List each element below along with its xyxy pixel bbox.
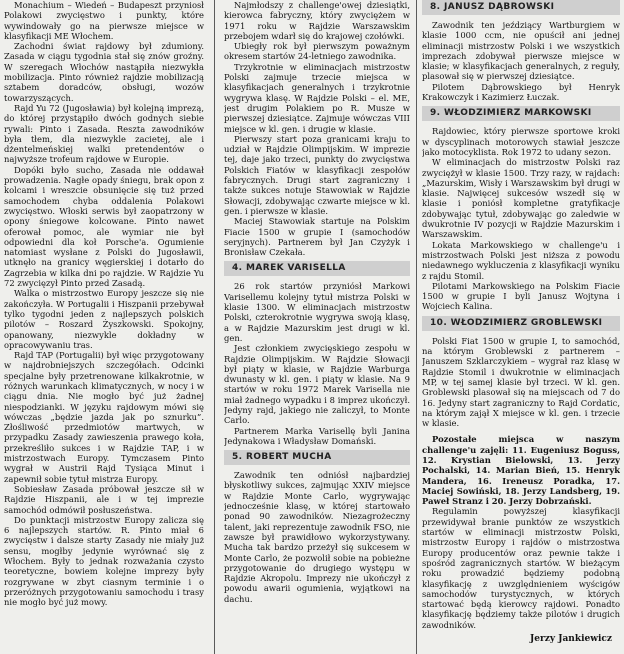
article-paragraph: Polski Fiat 1500 w grupie I, to samochód, na którym Groblewski z partnerem – Januszem Szklarczykiem – wygrał raz klasę w Rajdzie Stomil i dwukrotnie w eliminacjach MP, w tej samej klasie był trzeci. W kl. gen. Groblewski plasował się na miejscach od 7 do 16. Jedyny start zagraniczny to Rajd Cordatic, na którym zajął X miejsce w kl. gen. i trzecie w klasie.	[422, 335, 620, 429]
article-paragraph: Lokata Markowskiego w challenge'u i mistrzostwach Polski jest niższa z powodu niedawnego wykluczenia z klasyfikacji wyniku z rajdu Stomil.	[422, 239, 620, 281]
column-rule	[416, 0, 417, 654]
article-paragraph: Partnerem Marka Varisellę byli Janina Jedynakowa i Władysław Domański.	[224, 425, 410, 446]
section-header: 10. WŁODZIMIERZ GROBLEWSKI	[422, 316, 620, 331]
article-paragraph: Pierwszy start poza granicami kraju to udział w Rajdzie Olimpijskim. W imprezie tej, daje jako trzeci, punkty do zwycięstwa Polskich Fiatów w klasyfikacji zespołów fabrycznych. Drugi start zagraniczny i także sukces notuje Stawowiak w Rajdzie Słowacji, zdobywając czwarte miejsce w kl. gen. i pierwsze w klasie.	[224, 133, 410, 216]
article-paragraph: Walka o mistrzostwo Europy jeszcze się nie zakończyła. W Portugalii i Hiszpanii przebywał tylko tygodni jeden z najlepszych polskich pilotów – Roszard Żyszkowski. Spokojny, opanowany, niezwykle dokładny w opracowywaniu tras.	[4, 288, 204, 350]
article-paragraph: Monachium – Wiedeń – Budapeszt przyniosł Polakowi zwycięstwo i punkty, które wywindowały go na pierwsze miejsce w klasyfikacji ME Włochem.	[4, 0, 204, 41]
article-paragraph: Trzykrotnie w eliminacjach mistrzostw Polski zajmuje trzecie miejsca w klasyfikacjach generalnych i trzykrotnie wygrywa klasę. W Rajdzie Polski – el. ME, jest drugim Polakiem po R. Musze w pierwszej dziesiątce. Zajmuje wówczas VIII miejsce w kl. gen. i drugie w klasie.	[224, 61, 410, 134]
article-paragraph: Pilotami Markowskiego na Polskim Fiacie 1500 w grupie I byli Janusz Wojtyna i Wojciech Kalina.	[422, 280, 620, 312]
article-paragraph: Dopóki było sucho, Zasada nie oddawał prowadzenia. Nagłe opady śniegu, brak opon z kolcami i wreszcie obsunięcie się tuż przed samochodem chyba oddalenia Polakowi zwycięstwo. Włoski serwis był zaopatrzony w opony śniegowe kolcowane. Pinto nawet oferował pomoc, ale wymiar nie był odpowiedni dla koł Porsche'a. Ogumienie natomiast wysłane z Polski do Jugosławii, utknęło na granicy węgierskiej i dotarło do Zagrzebia w kilka dni po rajdzie. W Rajdzie Yu 72 zwycięzył Pinto przed Zasadą.	[4, 164, 204, 289]
section-header: 9. WŁODZIMIERZ MARKOWSKI	[422, 106, 620, 121]
column-right	[422, 0, 620, 654]
section-header: 4. MAREK VARISELLA	[224, 261, 410, 276]
article-paragraph: W eliminacjach do mistrzostw Polski raz zwyciężył w klasie 1500. Trzy razy, w rajdach: „Mazurskim, Wisły i Warszawskim był drugi w klasie. Najwięcej sukcesów wszedł się w klasie i poniósł kompletne gratyfikacje zdobywając tytuł, zdobywając go zaledwie w dwukrotnie IV pozycji w Rajdzie Mazurskim i Warszawskim.	[422, 157, 620, 240]
author-signature: Jerzy Jankiewicz	[530, 634, 612, 645]
column-left	[4, 0, 204, 654]
article-paragraph: Sobiesław Zasada próbował jeszcze sił w Rajdzie Hiszpanii, ale i w tej imprezie samochód odmówił posłuszeństwa.	[4, 483, 204, 515]
section-header: 8. JANUSZ DĄBROWSKI	[422, 0, 620, 15]
section-header: 5. ROBERT MUCHA	[224, 450, 410, 465]
article-paragraph: Zawodnik ten odniósł najbardziej błyskotliwy sukces, zajmując XXIV miejsce w Rajdzie Monte Carlo, wygrywając jednocześnie klasę, w której startowało ponad 90 zawodników. Niezagrożeczny talent, jaki reprezentuje zawodnik FSO, nie zawsze był prawidłowo wykorzystywany. Mucha tak bardzo przeżył się sukcesem w Monte Carlo, że pozwolił sobie na pobieżne przygotowanie do drugiego występu w Rajdzie Akropolu. Imprezy nie ukończył z powodu awarii ogumienia, wyjątkowi na dachu.	[224, 470, 410, 604]
article-paragraph: Rajd Yu 72 (Jugosławia) był kolejną imprezą, do której przystąpiło dwóch godnych siebie rywali: Pinto i Zasada. Reszta zawodników była tłem, dla niezwykle zacietej, ale i dżentelmeńskiej walki pretendentów o najwyższe trofeum rajdowe w Europie.	[4, 102, 204, 165]
article-paragraph: Zachodni świat rajdowy był zdumiony. Zasada w ciągu tygodnia stał się znów groźny. W szeregach Włochów nastąpiła niezwykła mobilizacja. Pinto również rajdzie mobilizacją sztabem doradców, obsługi, wozów towarzyszących.	[4, 41, 204, 103]
article-paragraph: Pilotem Dąbrowskiego był Henryk Krakowczyk i Kazimierz Łuczak.	[422, 81, 620, 103]
article-paragraph: Maciej Stawowiak startuje na Polskim Fiacie 1500 w grupie I (samochodów seryjnych). Partnerem był Jan Czyżyk i Bronisław Czekała.	[224, 216, 410, 258]
article-paragraph: Rajdowiec, który pierwsze sportowe kroki w dyscyplinach motorowych stawiał jeszcze jako motocyklista. Rok 1972 to udany sezon.	[422, 126, 620, 157]
article-paragraph: Jest członkiem zwycięskiego zespołu w Rajdzie Olimpijskim. W Rajdzie Słowacji był piąty w klasie, w Rajdzie Warburga dwunasty w kl. gen. i piąty w klasie. Na 9 startów w roku 1972 Marek Varisella nie miał żadnego wypadku i 8 imprez ukończył. Jedyny rajd, jakiego nie zaliczył, to Monte Carlo.	[224, 343, 410, 426]
article-paragraph: Rajd TAP (Portugalii) był więc przygotowany w najdrobniejszych szczegółach. Odcinki specjalne były przetrenowane kilkakrotnie, w różnych warunkach klimatycznych, w nocy i w ciągu dnia. Nie mogło być już żadnej niespodzianki. W języku rajdowym mówi się wówczas „będzie jazda jak po sznurku”. Złośliwość przedmiotów martwych, w przypadku Zasady zawieszenia prawego koła, przekreśliło sukces i w Rajdzie TAP, i w mistrzostwach Europy. Tymczasem Pinto wygrał w Austrii Rajd Tysiąca Minut i zapewnił sobie tytuł mistrza Europy.	[4, 350, 204, 484]
article-paragraph: Do punktacji mistrzostw Europy zalicza się 6 najlepszych startów. R. Pinto miał 6 zwycięstw i dalsze starty Zasady nie miały już sensu, mogłby jedynie wyrównać się z Włochem. Były to jednak rozważania czysto teoretyczne, bowiem kolejne imprezy były rozgrywane w zbyt ciasnym terminie i o przeróżnych przygotowaniu samochodu i trasy nie mogło być już mowy.	[4, 514, 204, 608]
column-middle	[224, 0, 410, 654]
article-paragraph: Regulamin powyższej klasyfikacji przewidywał branie punktów ze wszystkich startów w eliminacji mistrzostw Polski, mistrzostw Europy i rajdów o mistrzostwa Europy producentów oraz pewnie także i spośród zagranicznych startów. W bieżącym roku prowadzić będziemy podobną klasyfikację z uwzględnieniem wyścigów samochodów turystycznych, w których startować będą kierowcy rajdowi. Ponadto klasyfikację będziemy także pilotów i drugich zawodników.	[422, 506, 620, 630]
article-paragraph: Zawodnik ten jeździący Wartburgiem w klasie 1000 ccm, nie opuścił ani jednej eliminacji mistrzostw Polski i we wszystkich imprezach zdobywał pierwsze miejsce w klasie; w klasyfikacjach generalnych, z reguły, plasował się w pierwszej dziesiątce.	[422, 20, 620, 82]
article-paragraph: Ubiegły rok był pierwszym poważnym okresem startów 24-letniego zawodnika.	[224, 41, 410, 62]
article-paragraph: Najmłodszy z challenge'owej dziesiątki, kierowca fabryczny, który zwyciężem w 1971 roku w Rajdzie Warszawskim przebojem wdarł się do krajowej czołówki.	[224, 0, 410, 41]
column-rule	[214, 0, 215, 654]
article-paragraph: 26 rok startów przyniósł Markowi Varisellemu kolejny tytuł mistrza Polski w klasie 1300. W eliminacjach mistrzostw Polski, czterokrotnie wygrywa swoją klasę, a w Rajdzie Mazurskim jest drugi w kl. gen.	[224, 281, 410, 343]
article-paragraph: Pozostałe miejsca w naszym challenge'u zajęli: 11. Eugeniusz Boguss, 12. Krystian Bielowski, 13. Jerzy Pochalski, 14. Marian Bień, 15. Henryk Mandera, 16. Ireneusz Poradka, 17. Maciej Sowiński, 18. Jerzy Landsberg, 19. Paweł Stranz i 20. Jerzy Dobrzański.	[422, 434, 620, 507]
